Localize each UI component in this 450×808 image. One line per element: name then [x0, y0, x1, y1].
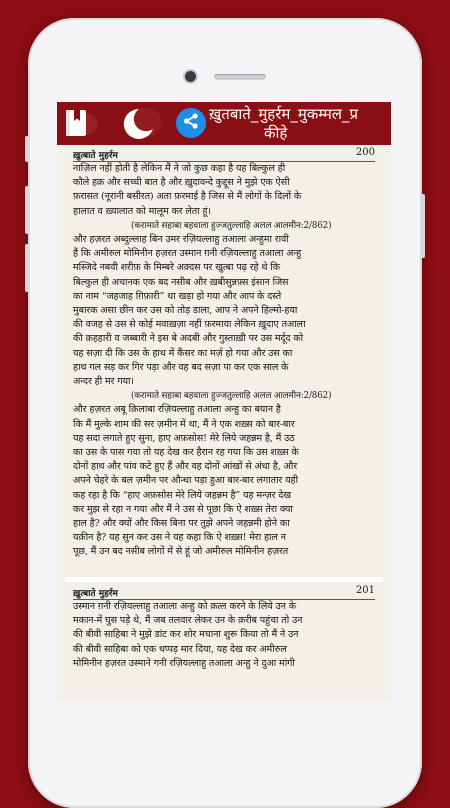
text-line: उस्मान ग़नी रज़ियल्लाहु तआला अन्हु को क़त्ल करने के लिये उन के: [73, 601, 296, 612]
text-line: यक़ीन है? यह सुन कर उस ने यह कहा कि ऐ शख़्स! मेरा हाल न: [73, 532, 286, 544]
text-line: बिल्कुल ही अचानक एक बद नसीब और ख़बीसुन्नफ़्स इंसान जिस: [73, 276, 289, 288]
bookmark-book-icon[interactable]: [65, 109, 87, 137]
text-line: (करामाते सहाबा बहवाला हुज्जतुल्लाहि अलल आलमीन:2/862): [131, 220, 332, 231]
text-line: हालात व ख़्यालात को मालूम कर लेता हूं।: [73, 205, 211, 217]
text-line: कि मैं मुल्के शाम की सर ज़मीन में था, मैं ने एक शख़्स को बार-बार: [73, 418, 295, 430]
page-header: [73, 587, 375, 600]
running-head: ख़ुत्बाते मुहर्रम: [73, 151, 118, 161]
running-head: ख़ुत्बाते मुहर्रम: [73, 589, 118, 599]
page-number: 200: [355, 147, 375, 158]
page-text: [57, 162, 391, 560]
next-page: [57, 582, 391, 671]
scanned-page-view[interactable]: [57, 145, 391, 700]
text-line: और हज़रत अब्दुल्लाह बिन उमर रज़ियल्लाहु तआला अन्हुमा रावी: [73, 234, 289, 246]
text-line: मोमिनीन हज़रत उस्माने गनी रज़ियल्लाहु तआला अन्हु ने दुआ मांगी: [73, 657, 295, 669]
text-line: कह रहा है कि “हाए अफ़सोस मेरे लिये जहन्नम है” यह मन्ज़र देख: [73, 489, 291, 501]
text-line: हाथ गल सड़ कर गिर पड़ा और वह बद सज़ा पा कर एक साल के: [73, 361, 289, 373]
text-line: मस्जिदे नबवी शरीफ़ के मिम्बरे अक़्दस पर खुत्बा पढ़ रहे थे कि: [73, 262, 280, 274]
text-line: अपने चेहरे के बल ज़मीन पर औन्धा पड़ा हुआ बार-बार लगातार यही: [73, 475, 298, 487]
book-title: [209, 105, 391, 145]
text-line: अन्दर ही मर गया।: [73, 376, 134, 388]
text-line: का नाम “जहजाह ग़िफ़ारी” था खड़ा हो गया और आप के दस्ते: [73, 290, 282, 302]
book-title-line2: कीहे: [264, 124, 288, 142]
page-number: 201: [355, 585, 375, 596]
text-line: की बीवी साहिबा को एक थप्पड़ मार दिया, यह देख कर अमीरुल: [73, 643, 287, 655]
volume-down-button: [25, 244, 29, 292]
page-text: [57, 600, 391, 671]
text-line: यह सदा लगाते हुए सुना, हाए अफ़सोस! मेरे लिये जहन्नम है, मैं उठ: [73, 432, 295, 444]
share-button[interactable]: [176, 108, 206, 138]
text-line: फ़रासत (नूरानी बसीरत) अता फ़रमाई है जिस से मैं लोगों के दिलों के: [73, 191, 302, 203]
text-line: हैं कि अमीरुल मोमिनीन हज़रत उस्मान ग़नी रज़ियल्लाहु तआला अन्हु: [73, 248, 302, 260]
front-camera: [185, 71, 196, 82]
page-header: [73, 149, 375, 162]
text-line: की बीवी साहिबा ने मुझे डांट कर शोर मचाना शुरू किया तो मैं ने उन: [73, 629, 299, 641]
text-line: कौले हक़ और सच्ची बात है और ख़ुदावन्दे कुद्दूस ने मुझे एक ऐसी: [73, 177, 290, 189]
app-screen: [57, 102, 391, 700]
text-line: मुबारक असा छीन कर उस को तोड़ डाला, आप ने अपने हिल्मो-हया: [73, 305, 298, 317]
text-line: दोनों हाथ और पांव कटे हुए हैं और वह दोनों आंखों से अंधा है, और: [73, 461, 297, 473]
moon-icon[interactable]: [119, 107, 155, 141]
text-line: का उस के पास गया तो यह देख कर हैरान रह गया कि उस शख़्स के: [73, 447, 299, 459]
power-button: [421, 194, 425, 258]
text-line: मकान-में घुस पड़े थे, मैं जब तलवार लेकर उन के क़रीब पहुंचा तो उन: [73, 615, 303, 627]
text-line: की क़हहारी व जब्बारी ने इस बे अदबी और गुस्ताख़ी पर उस मर्दूद को: [73, 333, 303, 345]
text-line: हाल है? और क्यों और किस बिना पर तुझे अपने जहन्नमी होने का: [73, 518, 290, 530]
volume-up-button: [25, 186, 29, 234]
text-line: (करामाते सहाबा बहवाला हुज्जतुल्लाहि अलल आलमीन:2/862): [131, 391, 332, 402]
text-line: की वजह से उस से कोई मवाख़ज़ा नहीं फ़रमाया लेकिन ख़ुदाए तआला: [73, 319, 306, 331]
app-toolbar: [57, 102, 391, 145]
text-line: और हज़रत अबू क़िलाबा रज़ियल्लाहु तआला अन्हु का बयान है: [73, 404, 281, 416]
text-line: कर मुझ से रहा न गया और मैं ने उस से पूछा कि ऐ शख़्स तेरा क्या: [73, 503, 293, 515]
text-line: पूछ, मैं उन बद नसीब लोगों में से हूं जो अमीरुल मोमिनीन हज़रत: [73, 546, 289, 558]
share-icon: [182, 112, 200, 134]
earpiece-speaker: [214, 74, 266, 80]
text-line: यह सज़ा दी कि उस के हाथ में कैंसर का मर्ज़ हो गया और उस का: [73, 347, 293, 359]
text-line: नाज़िल नहीं होती है लेकिन मैं ने जो कुछ कहा है यह बिल्कुल ही: [73, 163, 286, 174]
book-title-line1: ख़ुतबाते_मुहर्रम_मुकम्मल_प्र: [209, 105, 359, 123]
mute-switch: [25, 136, 29, 162]
